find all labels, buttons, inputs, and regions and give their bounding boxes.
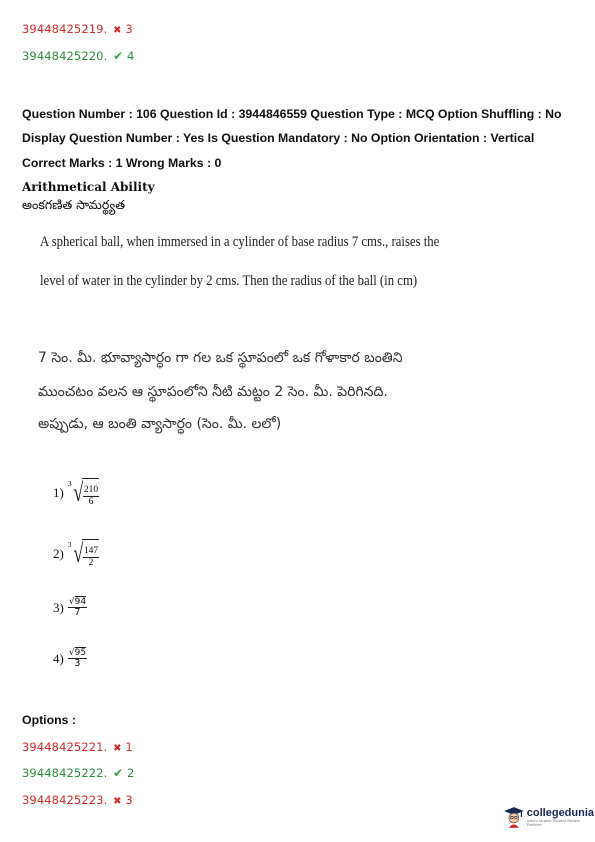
option-row [22,766,134,780]
option-row [22,793,133,807]
option-id: 39448425222. [22,766,108,780]
choice-label: 4) [53,651,64,667]
answer-choice [53,597,87,619]
question-text-telugu: ముంచటం వలన ఆ స్థూపంలోని నీటి మట్టం 2 సెం. మీ. పెరిగినది. [38,384,388,400]
option-id: 39448425223. [22,793,108,807]
fraction-numerator: 147 [83,546,99,556]
root-index: 3 [67,540,72,549]
option-number: 3 [125,22,133,36]
question-text: A spherical ball, when immersed in a cylinder of base radius 7 cms., raises the [40,234,440,250]
radicand [82,478,99,508]
option-id: 39448425219. [22,22,108,36]
fraction [68,648,87,670]
check-icon: ✔ [113,49,124,63]
fraction-numerator: √95 [68,648,87,658]
collegedunia-logo [503,806,595,828]
question-text-telugu: 7 సెం. మీ. భూవ్యాసార్ధం గా గల ఒక స్థూపంలో ఒక గోళాకార బంతిని [38,350,403,366]
answer-choice [53,648,87,670]
question-text: level of water in the cylinder by 2 cms. Then the radius of the ball (in cm) [40,273,418,289]
section-title-telugu: అంకగణిత సామర్థ్యత [22,197,125,212]
section-title: Arithmetical Ability [22,180,155,194]
cube-root-expression [68,539,99,569]
fraction-denominator: 2 [88,557,94,568]
option-row [22,740,133,754]
option-row [22,22,133,36]
answer-choice [53,478,99,508]
question-meta-line: Question Number : 106 Question Id : 3944846559 Question Type : MCQ Option Shuffling : No [22,107,562,121]
option-number: 4 [127,49,135,63]
question-text-telugu: అప్పుడు, ఆ బంతి వ్యాసార్ధం (సెం. మీ. లలో) [38,416,282,432]
option-number: 1 [125,740,133,754]
option-number: 3 [125,793,133,807]
choice-label: 2) [53,545,64,561]
fraction-denominator: 6 [88,496,94,507]
answer-choice [53,539,99,569]
cross-icon: ✖ [113,743,122,754]
option-id: 39448425221. [22,740,108,754]
check-icon: ✔ [113,766,124,780]
root-index: 3 [67,479,72,488]
fraction-numerator: √94 [68,597,87,607]
choice-label: 1) [53,484,64,500]
fraction-denominator: 3 [74,658,81,670]
fraction-numerator: 210 [83,485,99,495]
fraction [68,597,87,619]
cross-icon: ✖ [113,25,122,36]
choice-label: 3) [53,600,64,616]
fraction [83,546,99,569]
logo-text: collegedunia [526,806,595,819]
option-row [22,49,134,63]
radical-icon: √ [72,477,83,507]
options-label: Options : [22,713,76,727]
fraction [83,485,99,508]
logo-tagline: India's largest Student Review Platform [526,818,580,827]
fraction-denominator: 7 [74,607,81,619]
option-id: 39448425220. [22,49,108,63]
question-meta-line: Correct Marks : 1 Wrong Marks : 0 [22,156,222,170]
radicand: 95 [74,648,87,658]
question-meta-line: Display Question Number : Yes Is Question Mandatory : No Option Orientation : Vertical [22,131,535,145]
cross-icon: ✖ [113,796,122,807]
radical-icon: √ [72,538,83,568]
radicand: 94 [74,597,87,607]
radicand [82,539,99,569]
cube-root-expression [68,478,99,508]
option-number: 2 [127,766,135,780]
graduate-mascot-icon [503,806,525,828]
